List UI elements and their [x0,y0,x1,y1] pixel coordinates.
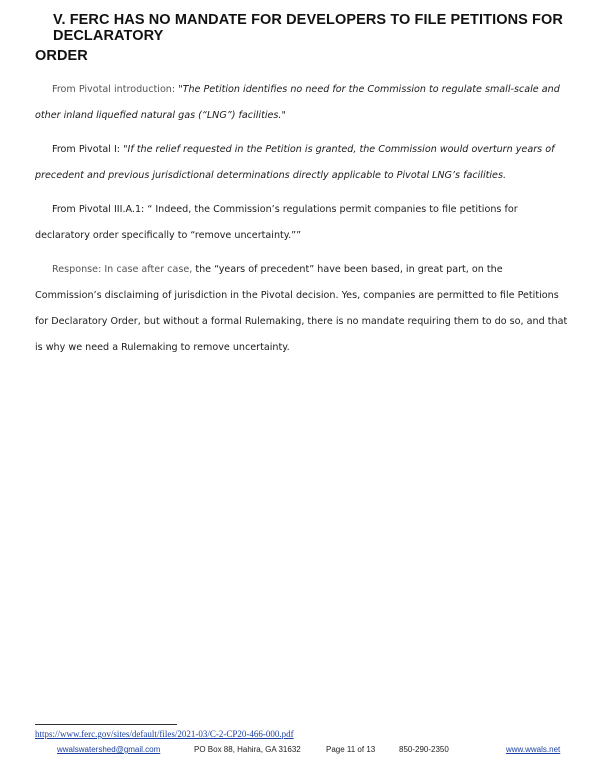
footer-email-link[interactable]: wwalswatershed@gmail.com [57,745,161,754]
footer-website-link[interactable]: www.wwals.net [506,745,561,754]
section-heading-continued: ORDER [35,48,88,64]
paragraph-text: the “years of precedent” have been based, in great part, on the Commission’s disclaiming of jurisdiction in the Pivotal decision. Yes, companies are permitted to file Petitions for Declaratory Order, but without a formal Rulemaking, there is no mandate requiring them to do so, and that is why we need a Rulemaking to remove uncertainty. [35,264,568,353]
paragraph-pivotal-introduction [35,77,570,129]
paragraph-text: “ Indeed, the Commission’s regulations permit companies to file petitions for declaratory order specifically to “remove uncertainty.”” [35,204,518,241]
paragraph-lead: From Pivotal III.A.1: [52,204,148,215]
paragraph-lead: Response: In case after case, [52,264,196,275]
section-heading: V. FERC HAS NO MANDATE FOR DEVELOPERS TO FILE PETITIONS FOR DECLARATORY [53,12,563,44]
paragraph-pivotal-i [35,137,570,189]
footer-phone: 850-290-2350 [399,745,449,754]
footer-page-number: Page 11 of 13 [326,745,376,754]
paragraph-pivotal-iii-a-1 [35,197,570,249]
paragraph-quote: "The Petition identifies no need for the Commission to regulate small-scale and other inland liquefied natural gas (“LNG”) facilities." [35,84,560,121]
footnote-link[interactable]: https://www.ferc.gov/sites/default/files/2021-03/C-2-CP20-466-000.pdf [35,729,294,739]
footnote-divider [35,724,177,725]
footer-address: PO Box 88, Hahira, GA 31632 [194,745,301,754]
paragraph-quote: "If the relief requested in the Petition is granted, the Commission would overturn years of precedent and previous jurisdictional determinations directly applicable to Pivotal LNG’s facilities. [35,144,555,181]
paragraph-lead: From Pivotal introduction: [52,84,179,95]
paragraph-lead: From Pivotal I: [52,144,124,155]
paragraph-response [35,257,570,361]
